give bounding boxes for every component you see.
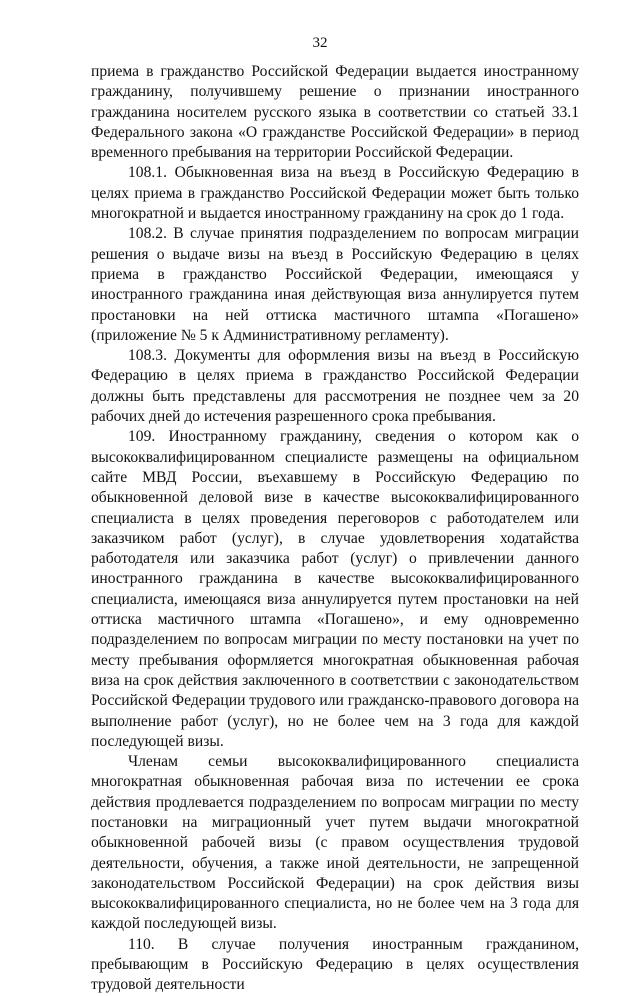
page-number: 32 bbox=[312, 35, 328, 51]
document-body bbox=[91, 62, 579, 996]
paragraph-108-3: 108.3. Документы для оформления визы на въезд в Российскую Федерацию в целях приема в гражданство Российской Федерации должны быть представлены для рассмотрения не позднее чем за 20 рабочих дней до истечения разрешенного срока пребывания. bbox=[91, 347, 579, 426]
paragraph-108-2: 108.2. В случае принятия подразделением по вопросам миграции решения о выдаче визы на въезд в Российскую Федерацию в целях приема в гражданство Российской Федерации, имеющаяся у иностранного гражданина иная действующая виза аннулируется путем простановки на ней оттиска мастичного штампа «Погашено» (приложение № 5 к Административному регламенту). bbox=[91, 225, 579, 344]
paragraph-108-1: 108.1. Обыкновенная виза на въезд в Российскую Федерацию в целях приема в гражданство Российской Федерации может быть только многократной и выдается иностранному гражданину на срок до 1 года. bbox=[91, 164, 579, 223]
paragraph-109: 109. Иностранному гражданину, сведения о котором как о высококвалифицированном специалисте размещены на официальном сайте МВД России, въехавшему в Российскую Федерацию по обыкновенной деловой визе в качестве высококвалифицированного специалиста в целях проведения переговоров с работодателем или заказчиком работ (услуг), в случае удовлетворения ходатайства работодателя или заказчика работ (услуг) о привлечении данного иностранного гражданина в качестве высококвалифицированного специалиста, имеющаяся виза аннулируется путем простановки на ней оттиска мастичного штампа «Погашено», и ему одновременно подразделением по вопросам миграции по месту постановки на учет по месту пребывания оформляется многократная обыкновенная рабочая виза на срок действия заключенного в соответствии с законодательством Российской Федерации трудового или гражданско-правового договора на выполнение работ (услуг), но не более чем на 3 года для каждой последующей визы. bbox=[91, 428, 579, 750]
paragraph-family-members: Членам семьи высококвалифицированного специалиста многократная обыкновенная рабочая виза по истечении ее срока действия продлевается подразделением по вопросам миграции по месту постановки на миграционный учет путем выдачи многократной обыкновенной рабочей визы (с правом осуществления трудовой деятельности, обучения, а также иной деятельности, не запрещенной законодательством Российской Федерации) на срок действия визы высококвалифицированного специалиста, но не более чем на 3 года для каждой последующей визы. bbox=[91, 753, 579, 933]
paragraph-continuation: приема в гражданство Российской Федерации выдается иностранному гражданину, получившему решение о признании иностранного гражданина носителем русского языка в соответствии со статьей 33.1 Федерального закона «О гражданстве Российской Федерации» в период временного пребывания на территории Российской Федерации. bbox=[91, 63, 579, 162]
paragraph-110: 110. В случае получения иностранным гражданином, пребывающим в Российскую Федерацию в целях осуществления трудовой деятельности bbox=[91, 935, 579, 994]
